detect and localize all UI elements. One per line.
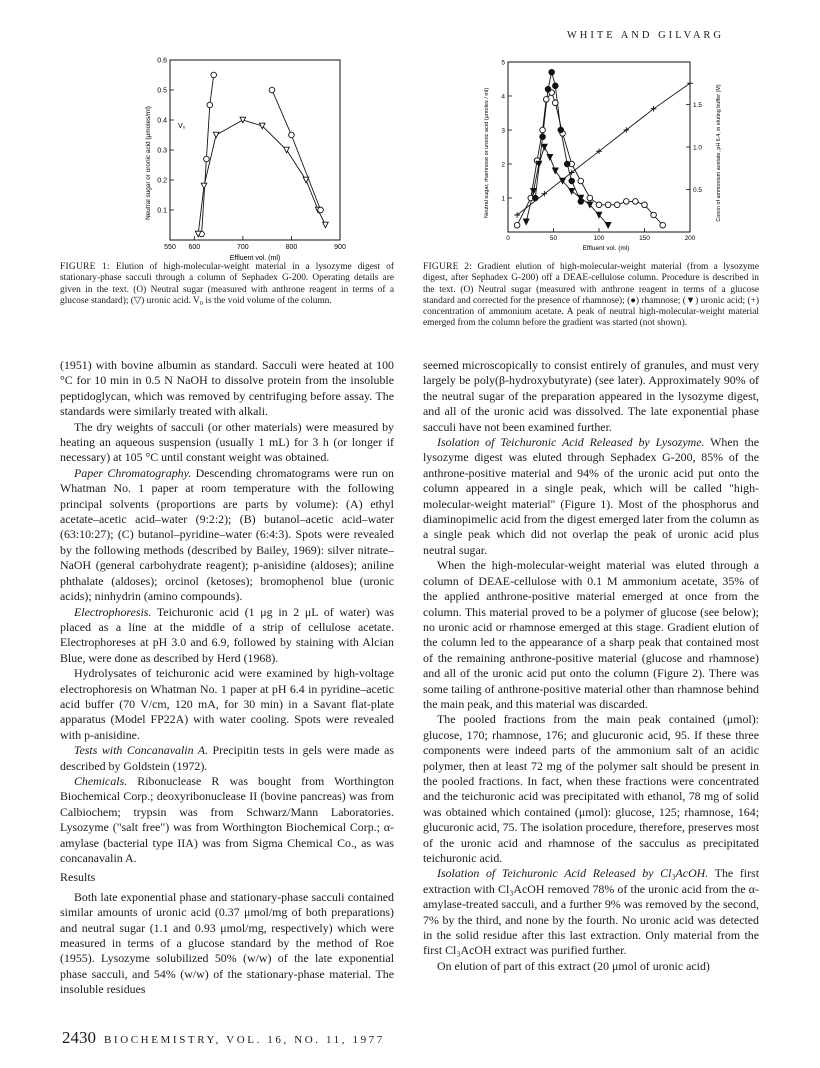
y-tick-label: 0.1 [157, 207, 167, 215]
right-column [423, 358, 759, 974]
paragraph: The dry weights of sacculi (or other materials) were measured by heating an aqueous suspension (usually 1 mL) for 3 h (or longer if necessary) at 105 °C until constant weight was obtained. [60, 419, 394, 465]
data-point [633, 199, 639, 205]
data-point [240, 117, 246, 123]
page-footer [62, 1028, 385, 1048]
figure-2-ylabel-right: Concn of ammonium acetate, pH 6.4, in eluting buffer (M) [716, 84, 722, 222]
y-tick-label: 0.3 [157, 147, 167, 155]
data-point [605, 202, 611, 208]
data-point [564, 161, 570, 167]
figure-2-ylabel-left: Neutral sugar, rhamnose or uronic acid (μmoles / ml) [484, 87, 490, 219]
data-point [587, 195, 593, 201]
paragraph: Hydrolysates of teichuronic acid were examined by high-voltage electrophoresis on Whatman No. 1 paper at pH 6.4 in pyridine–acetic acid buffer (70 V/cm, 120 mA, for 30 min) in a Savant flat-plate apparatus (Model FP22A) with water cooling. Spots were revealed with p-anisidine. [60, 666, 394, 742]
data-point [642, 202, 648, 208]
figure-2-chart [468, 48, 728, 258]
data-point [553, 168, 559, 174]
data-point [540, 127, 546, 133]
figure-2-xlabel: Effluent vol. (ml) [582, 245, 630, 252]
running-head: WHITE AND GILVARG [566, 30, 724, 41]
paragraph [60, 466, 394, 605]
paragraph-text: Descending chromatograms were run on Whatman No. 1 paper at room temperature with the following principal solvents (proportions are parts by volume): (A) ethyl acetate–acetic acid–water (9:2:2); (B) butanol–acetic acid–water (63:10:27); (C) butanol–pyridine–water (6:4:3). Spots were revealed by the following methods (described by Bailey, 1969): silver nitrate–NaOH (general carbohydrate reagent); p-anisidine (aldoses); aniline phthalate (aldoses); orcinol (ketoses); bromophenol blue (uronic acids); ninhydrin (amino compounds). [60, 465, 394, 604]
y-tick-right-label: 1.5 [693, 102, 703, 109]
x-tick-label: 50 [549, 235, 558, 242]
figure-1-chart [120, 48, 370, 268]
data-point [549, 69, 555, 75]
paragraph: The pooled fractions from the main peak contained (μmol): glucose, 170; rhamnose, 176; and glucuronic acid, 95. If these three components were indeed parts of the ammonium salt of an acidic polymer, then at least 72 mg of the polymer salt should be present in the pooled fractions. In fact, when these fractions were concentrated and the teichuronic acid was precipitated with ethanol, 78 mg of solid was obtained which contained (μmol): glucose, 125; rhamnose, 164; glucuronic acid, 75. The isolation procedure, therefore, preserves most of the uronic acid and rhamnose of the sacculus as precipitated teichuronic acid. [423, 712, 759, 865]
paragraph-text: Ribonuclease R was bought from Worthington Biochemical Corp.; deoxyribonuclease II (bovine pancreas) was from Calbiochem; trypsin was from Schwarz/Mann Laboratories. Lysozyme ("salt free") was from Worthington Biochemical Corp.; α-amylase (bacterial type IIA) was from Sigma Chemical Co., as was concanavalin A. [60, 773, 394, 865]
data-point [614, 202, 620, 208]
y-tick-label: 4 [501, 93, 505, 101]
paragraph: On elution of part of this extract (20 μmol of uronic acid) [437, 958, 710, 973]
y-tick-label: 0.5 [157, 87, 167, 95]
paragraph: seemed microscopically to consist entirely of granules, and must very largely be poly(β-hydroxybutyrate) (see later). Approximately 90% of the neutral sugar of the preparation appeared in the lysozyme digest, and all of the uronic acid was dissolved. The late exponential phase sacculi have not been examined further. [423, 358, 759, 434]
x-tick-label: 600 [188, 244, 201, 251]
x-tick-label: 550 [164, 244, 176, 251]
data-point [269, 87, 275, 93]
figure-1-ylabel: Neutral sugar or uronic acid (μmoles/ml) [145, 106, 152, 220]
data-point [660, 222, 666, 228]
x-tick-label: 900 [334, 244, 346, 251]
figure-1-v0-annotation: V₀ [178, 123, 186, 130]
x-tick-label: 0 [506, 235, 510, 242]
page-number: 2430 [62, 1028, 96, 1047]
y-tick-right-label: 1.0 [693, 144, 703, 152]
paragraph [60, 605, 394, 667]
data-point [569, 178, 575, 184]
series-line [517, 83, 690, 215]
x-tick-label: 150 [639, 235, 650, 242]
figure-2-caption-label: FIGURE 2: [423, 262, 473, 272]
y-tick-label: 0.6 [157, 57, 167, 65]
data-point [211, 72, 217, 78]
section-heading: Isolation of Teichuronic Acid Released by Lysozyme. [437, 435, 705, 450]
left-column [60, 358, 394, 998]
data-point [204, 156, 210, 162]
paragraph-text: Precipitin tests in gels were made as described by Goldstein (1972). [60, 743, 394, 773]
paragraph-text: The first extraction with Cl₃AcOH removed 78% of the uronic acid from the α-amylase-treated sacculi, and a further 9% was removed by the second, 7% by the third, and none by the fourth. No uronic acid was detected in the solid residue after this last extraction. Only material from the first Cl₃AcOH extract was purified further. [423, 866, 759, 958]
paragraph [60, 774, 394, 866]
x-tick-label: 100 [593, 235, 605, 242]
figure-2-caption-text: Gradient elution of high-molecular-weight material (from a lysozyme digest, after Sephadex G-200) off a DEAE-cellulose column. Procedure is described in the text. (O) Neutral sugar (measured with anthrone reagent in terms of a glucose standard and corrected for the presence of rhamnose); (●) rhamnose; (▼) uronic acid; (+) concentration of ammonium acetate. A peak of neutral high-molecular-weight material emerged from the column before the gradient was started (not shown). [423, 262, 759, 329]
figure-1 [120, 48, 370, 268]
figure-1-caption-label: FIGURE 1: [60, 262, 110, 272]
y-tick-right-label: 0.5 [693, 187, 703, 194]
y-tick-label: 0.2 [157, 177, 167, 185]
section-heading: Isolation of Teichuronic Acid Released by Cl₃AcOH. [437, 866, 709, 881]
data-point [596, 202, 602, 208]
data-point [624, 199, 630, 205]
data-point [207, 102, 213, 108]
data-point [303, 177, 309, 183]
data-point [542, 144, 548, 150]
figure-1-caption-text: Elution of high-molecular-weight material in a lysozyme digest of stationary-phase sacculi through a column of Sephadex G-200. Operating details are given in the text. (O) Neutral sugar (measured with anthrone reagent in terms of a glucose standard); (▽) uronic acid. V₀ is the void volume of the column. [60, 262, 394, 306]
x-tick-label: 800 [285, 244, 298, 251]
paragraph: When the high-molecular-weight material was eluted through a column of DEAE-cellulose with 0.1 M ammonium acetate, 35% of the applied anthrone-positive material emerged at once from the column. This material proved to be a polymer of glucose (see below); no uronic acid or rhamnose emerged at this stage. Gradient elution of the column led to the appearance of a sharp peak that contained most of the remaining anthrone-positive material (glucose and rhamnose) and all of the uronic acid put onto the column (Figure 2). There was some tailing of anthrone-positive material other than rhamnose behind the main peak, and this material was discarded. [423, 558, 759, 711]
paragraph: (1951) with bovine albumin as standard. Sacculi were heated at 100 °C for 10 min in 0.5 N NaOH to dissolve protein from the insoluble peptidoglycan, which was removed by centrifuging before assay. The standards were similarly treated with alkali. [60, 358, 394, 419]
paragraph [423, 435, 759, 558]
data-point [323, 222, 329, 228]
data-point [289, 132, 295, 138]
data-point [514, 222, 520, 228]
data-point [651, 212, 657, 218]
figure-1-frame [170, 60, 340, 240]
y-tick-label: 1 [501, 195, 505, 203]
data-point [318, 207, 324, 213]
data-point [523, 219, 529, 225]
journal-citation: BIOCHEMISTRY, VOL. 16, NO. 11, 1977 [104, 1034, 385, 1046]
data-point [545, 86, 551, 92]
figure-1-xlabel: Effluent vol. (ml) [229, 255, 281, 262]
x-tick-label: 200 [684, 235, 696, 242]
y-tick-label: 3 [501, 127, 505, 135]
data-point [578, 178, 584, 184]
data-point [605, 222, 611, 228]
y-tick-label: 2 [501, 161, 505, 169]
figure-2-caption [423, 262, 759, 330]
figure-2 [468, 48, 728, 258]
results-heading: Results [60, 870, 96, 885]
paragraph-text: When the lysozyme digest was eluted through Sephadex G-200, 85% of the anthrone-positive material and 94% of the uronic acid put onto the column appeared in a single peak, which will be called "high-molecular-weight material" (Figure 1). Most of the phosphorus and diaminopimelic acid from the digest emerged later from the column as a single peak which did not overlap the peak of uronic acid plus neutral sugar. [423, 435, 760, 557]
paragraph [423, 866, 759, 958]
data-point [533, 195, 539, 201]
data-point [553, 83, 559, 89]
data-point [284, 147, 290, 153]
section-heading: Tests with Concanavalin A. [74, 743, 209, 758]
x-tick-label: 700 [237, 244, 249, 251]
section-heading: Electrophoresis. [74, 604, 152, 619]
paragraph: Both late exponential phase and stationary-phase sacculi contained similar amounts of uronic acid (0.37 μmol/mg of both preparations) and neutral sugar (1.1 and 0.93 μmol/mg, respectively) which were measured in terms of a glucose standard by the method of Roe (1955). Lysozyme solubilized 50% (w/w) of the late exponential phase sacculi, and 54% (w/w) of the stationary-phase material. The insoluble residues [60, 889, 394, 997]
data-point [553, 100, 559, 106]
data-point [543, 97, 549, 103]
data-point [547, 154, 553, 160]
paragraph [60, 743, 394, 774]
data-point [201, 183, 207, 189]
series-line [272, 90, 321, 210]
section-heading: Paper Chromatography. [74, 465, 192, 480]
data-point [213, 132, 219, 138]
section-heading: Chemicals. [74, 773, 128, 788]
y-tick-label: 5 [501, 59, 505, 67]
figure-1-caption [60, 262, 394, 307]
data-point [558, 127, 564, 133]
data-point [540, 134, 546, 140]
y-tick-label: 0.4 [157, 117, 167, 125]
paragraph-text: Teichuronic acid (1 μg in 2 μL of water) was placed as a line at the middle of a strip of cellulose acetate. Electrophoreses at pH 3.0 and 6.9, followed by staining with Alcian Blue, were done as described by Herd (1968). [60, 604, 394, 665]
